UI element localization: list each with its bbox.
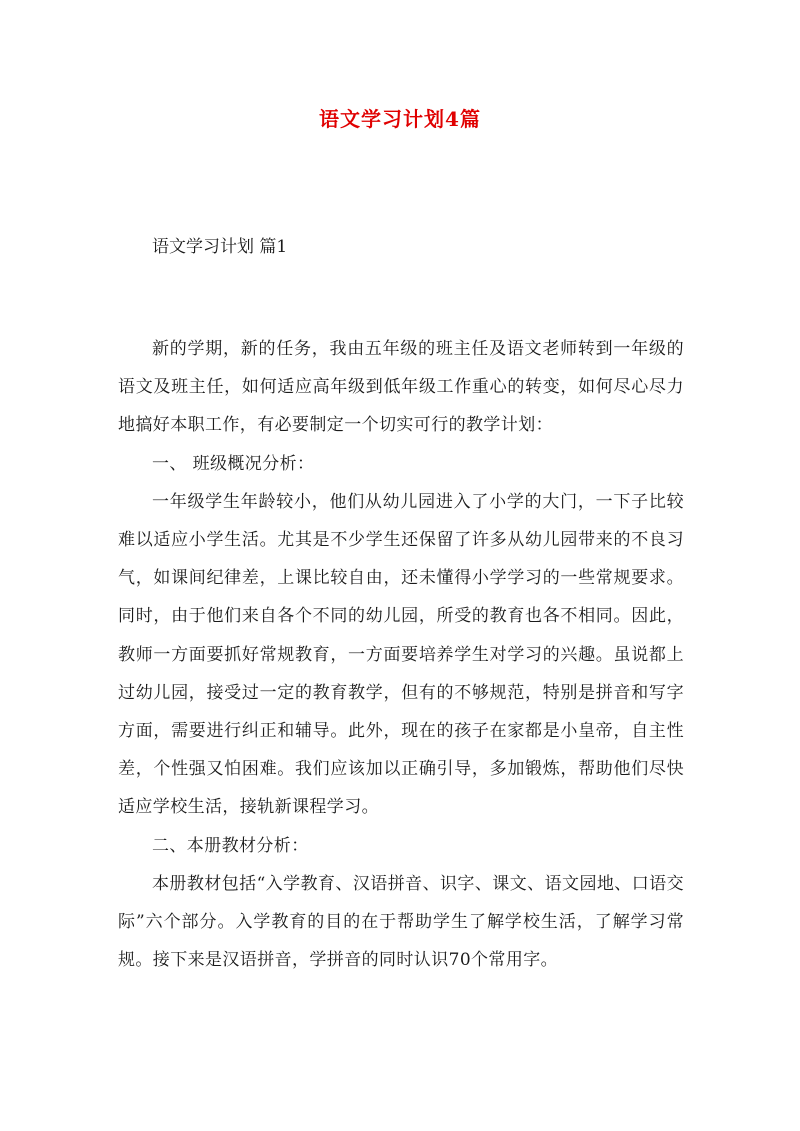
class-analysis-heading: 一、 班级概况分析： [152,453,315,474]
document-body [118,228,684,979]
section-heading: 语文学习计划 篇1 [152,237,288,257]
intro-paragraph: 新的学期，新的任务，我由五年级的班主任及语文老师转到一年级的语文及班主任，如何适应高年级到低年级工作重心的转变，如何尽心尽力地搞好本职工作，有必要制定一个切实可行的教学计划： [118,339,684,436]
document-title: 语文学习计划4篇 [319,107,481,131]
textbook-analysis-paragraph: 本册教材包括“入学教育、汉语拼音、识字、课文、语文园地、口语交际”六个部分。入学教育的目的在于帮助学生了解学校生活，了解学习常规。接下来是汉语拼音，学拼音的同时认识70个常用字。 [118,873,684,971]
textbook-analysis-heading: 二、本册教材分析： [152,835,309,856]
class-analysis-paragraph: 一年级学生年龄较小，他们从幼儿园进入了小学的大门，一下子比较难以适应小学生活。尤其是不少学生还保留了许多从幼儿园带来的不良习气，如课间纪律差，上课比较自由，还未懂得小学学习的一些常规要求。同时，由于他们来自各个不同的幼儿园，所受的教育也各不相同。因此，教师一方面要抓好常规教育，一方面要培养学生对学习的兴趣。虽说都上过幼儿园，接受过一定的教育教学，但有的不够规范，特别是拼音和写字方面，需要进行纠正和辅导。此外，现在的孩子在家都是小皇帝，自主性差，个性强又怕困难。我们应该加以正确引导，多加锻炼，帮助他们尽快适应学校生活，接轨新课程学习。 [118,491,684,818]
